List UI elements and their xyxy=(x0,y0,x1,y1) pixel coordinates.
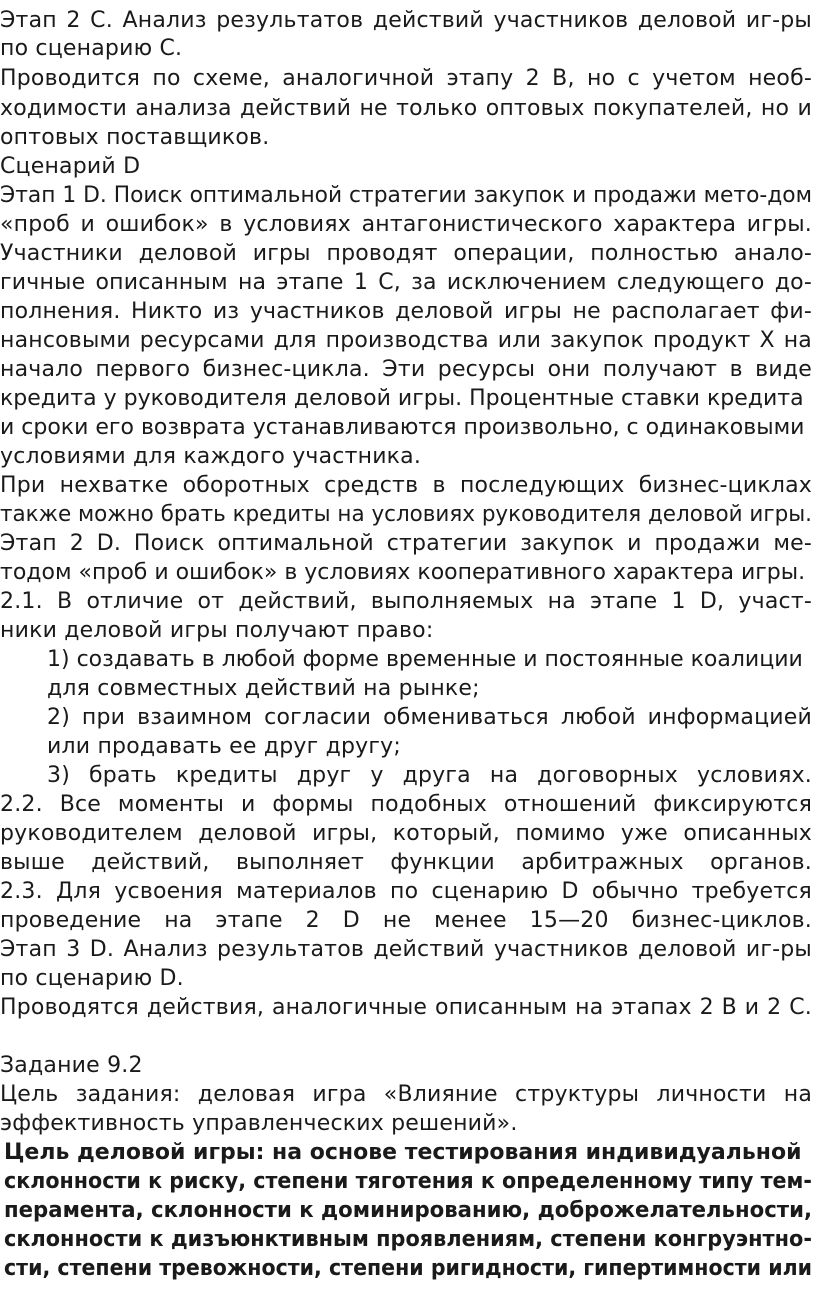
text-line: ходимости анализа действий не только оптовых покупателей, но и xyxy=(0,96,812,121)
text-line: гичные описанным на этапе 1 С, за исключением следующего до- xyxy=(0,270,812,295)
list-item: 3) брать кредиты друг у друга на договорных условиях. xyxy=(47,763,812,788)
text-line: тодом «проб и ошибок» в условиях кооперативного характера игры. xyxy=(0,560,806,585)
text-line: руководителем деловой игры, который, помимо уже описанных xyxy=(0,821,812,846)
list-item: 1) создавать в любой форме временные и постоянные коалиции xyxy=(47,647,803,672)
text-line: Этап 2 D. Поиск оптимальной стратегии закупок и продажи ме- xyxy=(0,531,813,556)
text-line: полнения. Никто из участников деловой игры не располагает фи- xyxy=(0,299,812,324)
text-line: эффективность управленческих решений». xyxy=(0,1111,518,1136)
section-heading: Сценарий D xyxy=(0,154,141,179)
text-line: условиями для каждого участника. xyxy=(0,444,422,469)
text-line: Этап 2 С. Анализ результатов действий участников деловой иг-ры xyxy=(0,8,812,33)
text-line: оптовых поставщиков. xyxy=(0,125,270,150)
text-line: проведение на этапе 2 D не менее 15—20 бизнес-циклов. xyxy=(0,908,812,933)
text-line: При нехватке оборотных средств в последующих бизнес-циклах xyxy=(0,473,812,498)
bold-text-line: склонности к дизъюнктивным проявлениям, степени конгруэнтно- xyxy=(4,1227,812,1252)
text-line: ники деловой игры получают право: xyxy=(0,618,434,643)
text-line: кредита у руководителя деловой игры. Процентные ставки кредита xyxy=(0,386,804,411)
text-line: 2.1. В отличие от действий, выполняемых на этапе 1 D, участ- xyxy=(0,589,812,614)
text-line: Этап 3 D. Анализ результатов действий участников деловой иг-ры xyxy=(0,937,812,962)
text-line: нансовыми ресурсами для производства или закупок продукт X на xyxy=(0,328,812,353)
text-line: Цель задания: деловая игра «Влияние структуры личности на xyxy=(0,1082,812,1107)
bold-text-line: сти, степени тревожности, степени ригидности, гипертимности или xyxy=(4,1256,813,1281)
text-line: по сценарию С. xyxy=(0,36,183,61)
text-line: по сценарию D. xyxy=(0,966,184,991)
text-line: «проб и ошибок» в условиях антагонистического характера игры. xyxy=(0,212,812,237)
text-line: Проводится по схеме, аналогичной этапу 2 В, но с учетом необ- xyxy=(0,66,812,91)
text-line: начало первого бизнес-цикла. Эти ресурсы они получают в виде xyxy=(0,357,812,382)
task-heading: Задание 9.2 xyxy=(0,1053,143,1078)
list-item: 2) при взаимном согласии обмениваться любой информацией xyxy=(47,705,812,730)
text-line: 2.3. Для усвоения материалов по сценарию D обычно требуется xyxy=(0,879,812,904)
text-line: также можно брать кредиты на условиях руководителя деловой игры. xyxy=(0,502,812,527)
text-line: Проводятся действия, аналогичные описанным на этапах 2 В и 2 С. xyxy=(0,995,812,1020)
list-item: для совместных действий на рынке; xyxy=(47,676,480,701)
text-line: и сроки его возврата устанавливаются произвольно, с одинаковыми xyxy=(0,415,805,440)
bold-text-line: Цель деловой игры: на основе тестирования индивидуальной xyxy=(4,1140,802,1165)
bold-text-line: перамента, склонности к доминированию, доброжелательности, xyxy=(4,1198,813,1223)
bold-text-line: склонности к риску, степени тяготения к определенному типу тем- xyxy=(4,1169,812,1194)
text-line: 2.2. Все моменты и формы подобных отношений фиксируются xyxy=(0,792,813,817)
list-item: или продавать ее друг другу; xyxy=(47,734,401,759)
text-line: Этап 1 D. Поиск оптимальной стратегии закупок и продажи мето-дом xyxy=(0,183,813,208)
text-line: выше действий, выполняет функции арбитражных органов. xyxy=(0,850,812,875)
text-line: Участники деловой игры проводят операции, полностью анало- xyxy=(0,241,813,266)
